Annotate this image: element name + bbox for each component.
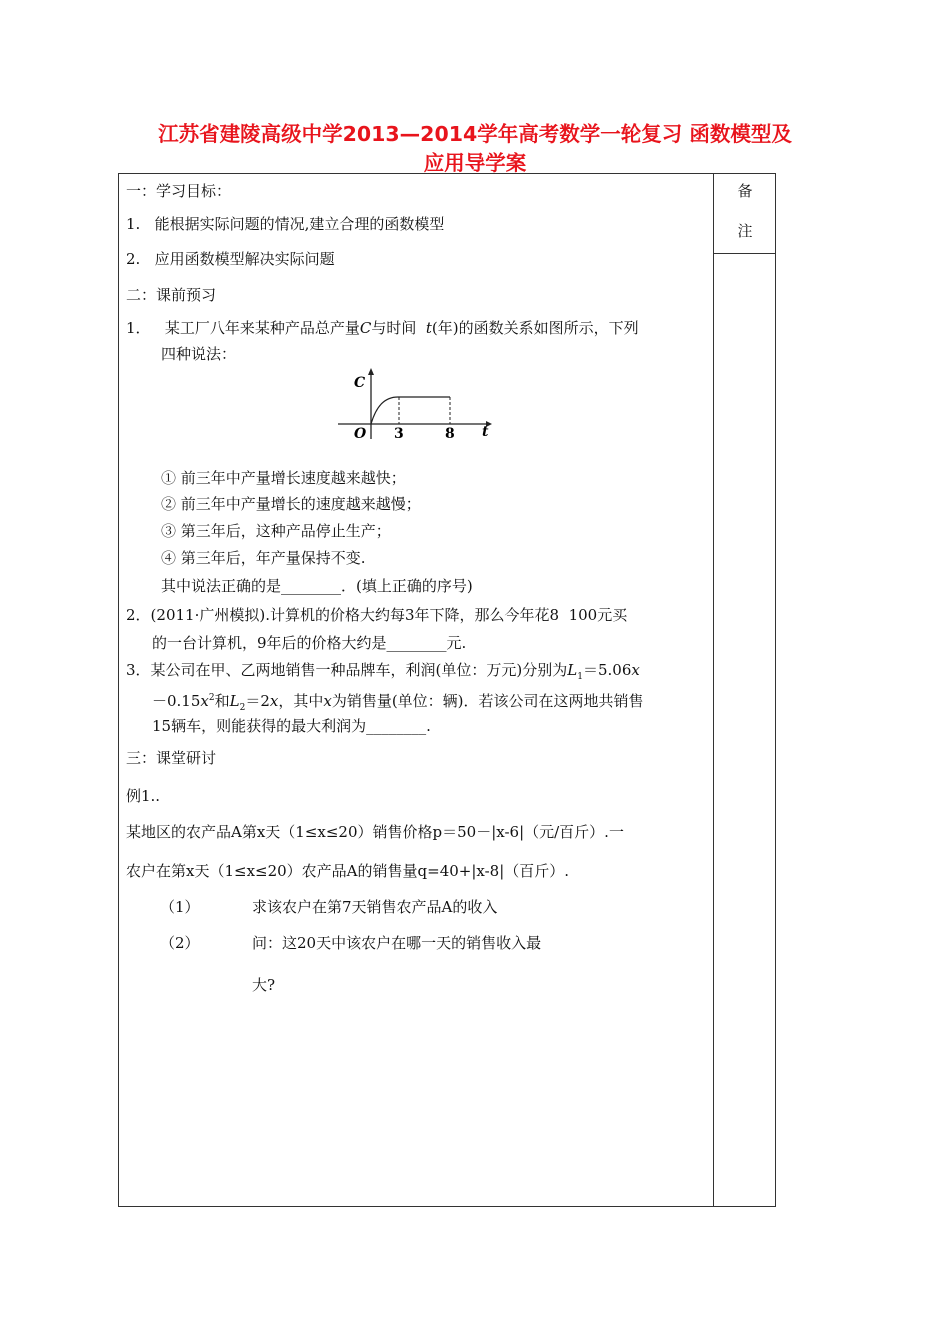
part2-text: 问：这20天中该农户在哪一天的销售收入最 [252,934,542,952]
q3-line1: 3．某公司在甲、乙两地销售一种品牌车，利润(单位：万元)分别为$L_1=5.06x$ [126,661,640,682]
page-title-line1: 江苏省建陵高级中学2013—2014学年高考数学一轮复习 函数模型及 [158,122,792,146]
y-axis-label: C [354,375,366,391]
page-title-line2: 应用导学案 [423,151,527,175]
example-line2: 农户在第x天（1≤x≤20）农产品A的销售量q=40+|x-8|（百斤）. [126,862,570,880]
q1-option-1: ① 前三年中产量增长速度越来越快； [161,469,406,487]
notes-header-char2: 注 [737,222,753,240]
tick-label-3: 3 [394,426,404,442]
example-label: 例1.. [126,787,161,805]
goal-2: 2. 应用函数模型解决实际问题 [126,250,335,268]
part1-number: （1） [160,898,200,916]
goal-1: 1. 能根据实际问题的情况,建立合理的函数模型 [126,215,445,233]
q1-graph [336,367,496,442]
q2-line1: 2．(2011·广州模拟).计算机的价格大约每3年下降，那么今年花8 100元买 [126,606,628,624]
q3-line3: 15辆车，则能获得的最大利润为________. [152,717,431,735]
q1-option-3: ③ 第三年后，这种产品停止生产； [161,522,391,540]
section3-heading: 三：课堂研讨 [126,749,217,767]
section1-heading: 一：学习目标： [126,182,232,200]
part2-text-cont: 大? [252,976,276,994]
notes-column-divider [713,173,714,1207]
q1-line2: 四种说法： [161,345,237,363]
tick-label-8: 8 [445,426,455,442]
part1-text: 求该农户在第7天销售农产品A的收入 [252,898,498,916]
q1-option-2: ② 前三年中产量增长的速度越来越慢； [161,495,421,513]
part2-number: （2） [160,934,200,952]
q1-line1: 1． 某工厂八年来某种产品总产量C与时间 t(年)的函数关系如图所示，下列 [126,319,639,337]
x-axis-label: t [482,424,489,440]
q1-option-4: ④ 第三年后，年产量保持不变. [161,549,366,567]
q1-ask: 其中说法正确的是________．(填上正确的序号) [161,577,473,595]
example-line1: 某地区的农产品A第x天（1≤x≤20）销售价格p＝50－|x-6|（元/百斤）.一 [126,823,624,841]
origin-label: O [354,426,367,442]
q2-line2: 的一台计算机，9年后的价格大约是________元. [152,634,467,652]
q3-line2: $-0.15x^2$和$L_2=2x$，其中x为销售量(单位：辆)．若该公司在这两地共销售 [152,692,644,713]
notes-header-divider [713,253,776,254]
notes-header-char1: 备 [737,182,753,200]
section2-heading: 二：课前预习 [126,286,217,304]
